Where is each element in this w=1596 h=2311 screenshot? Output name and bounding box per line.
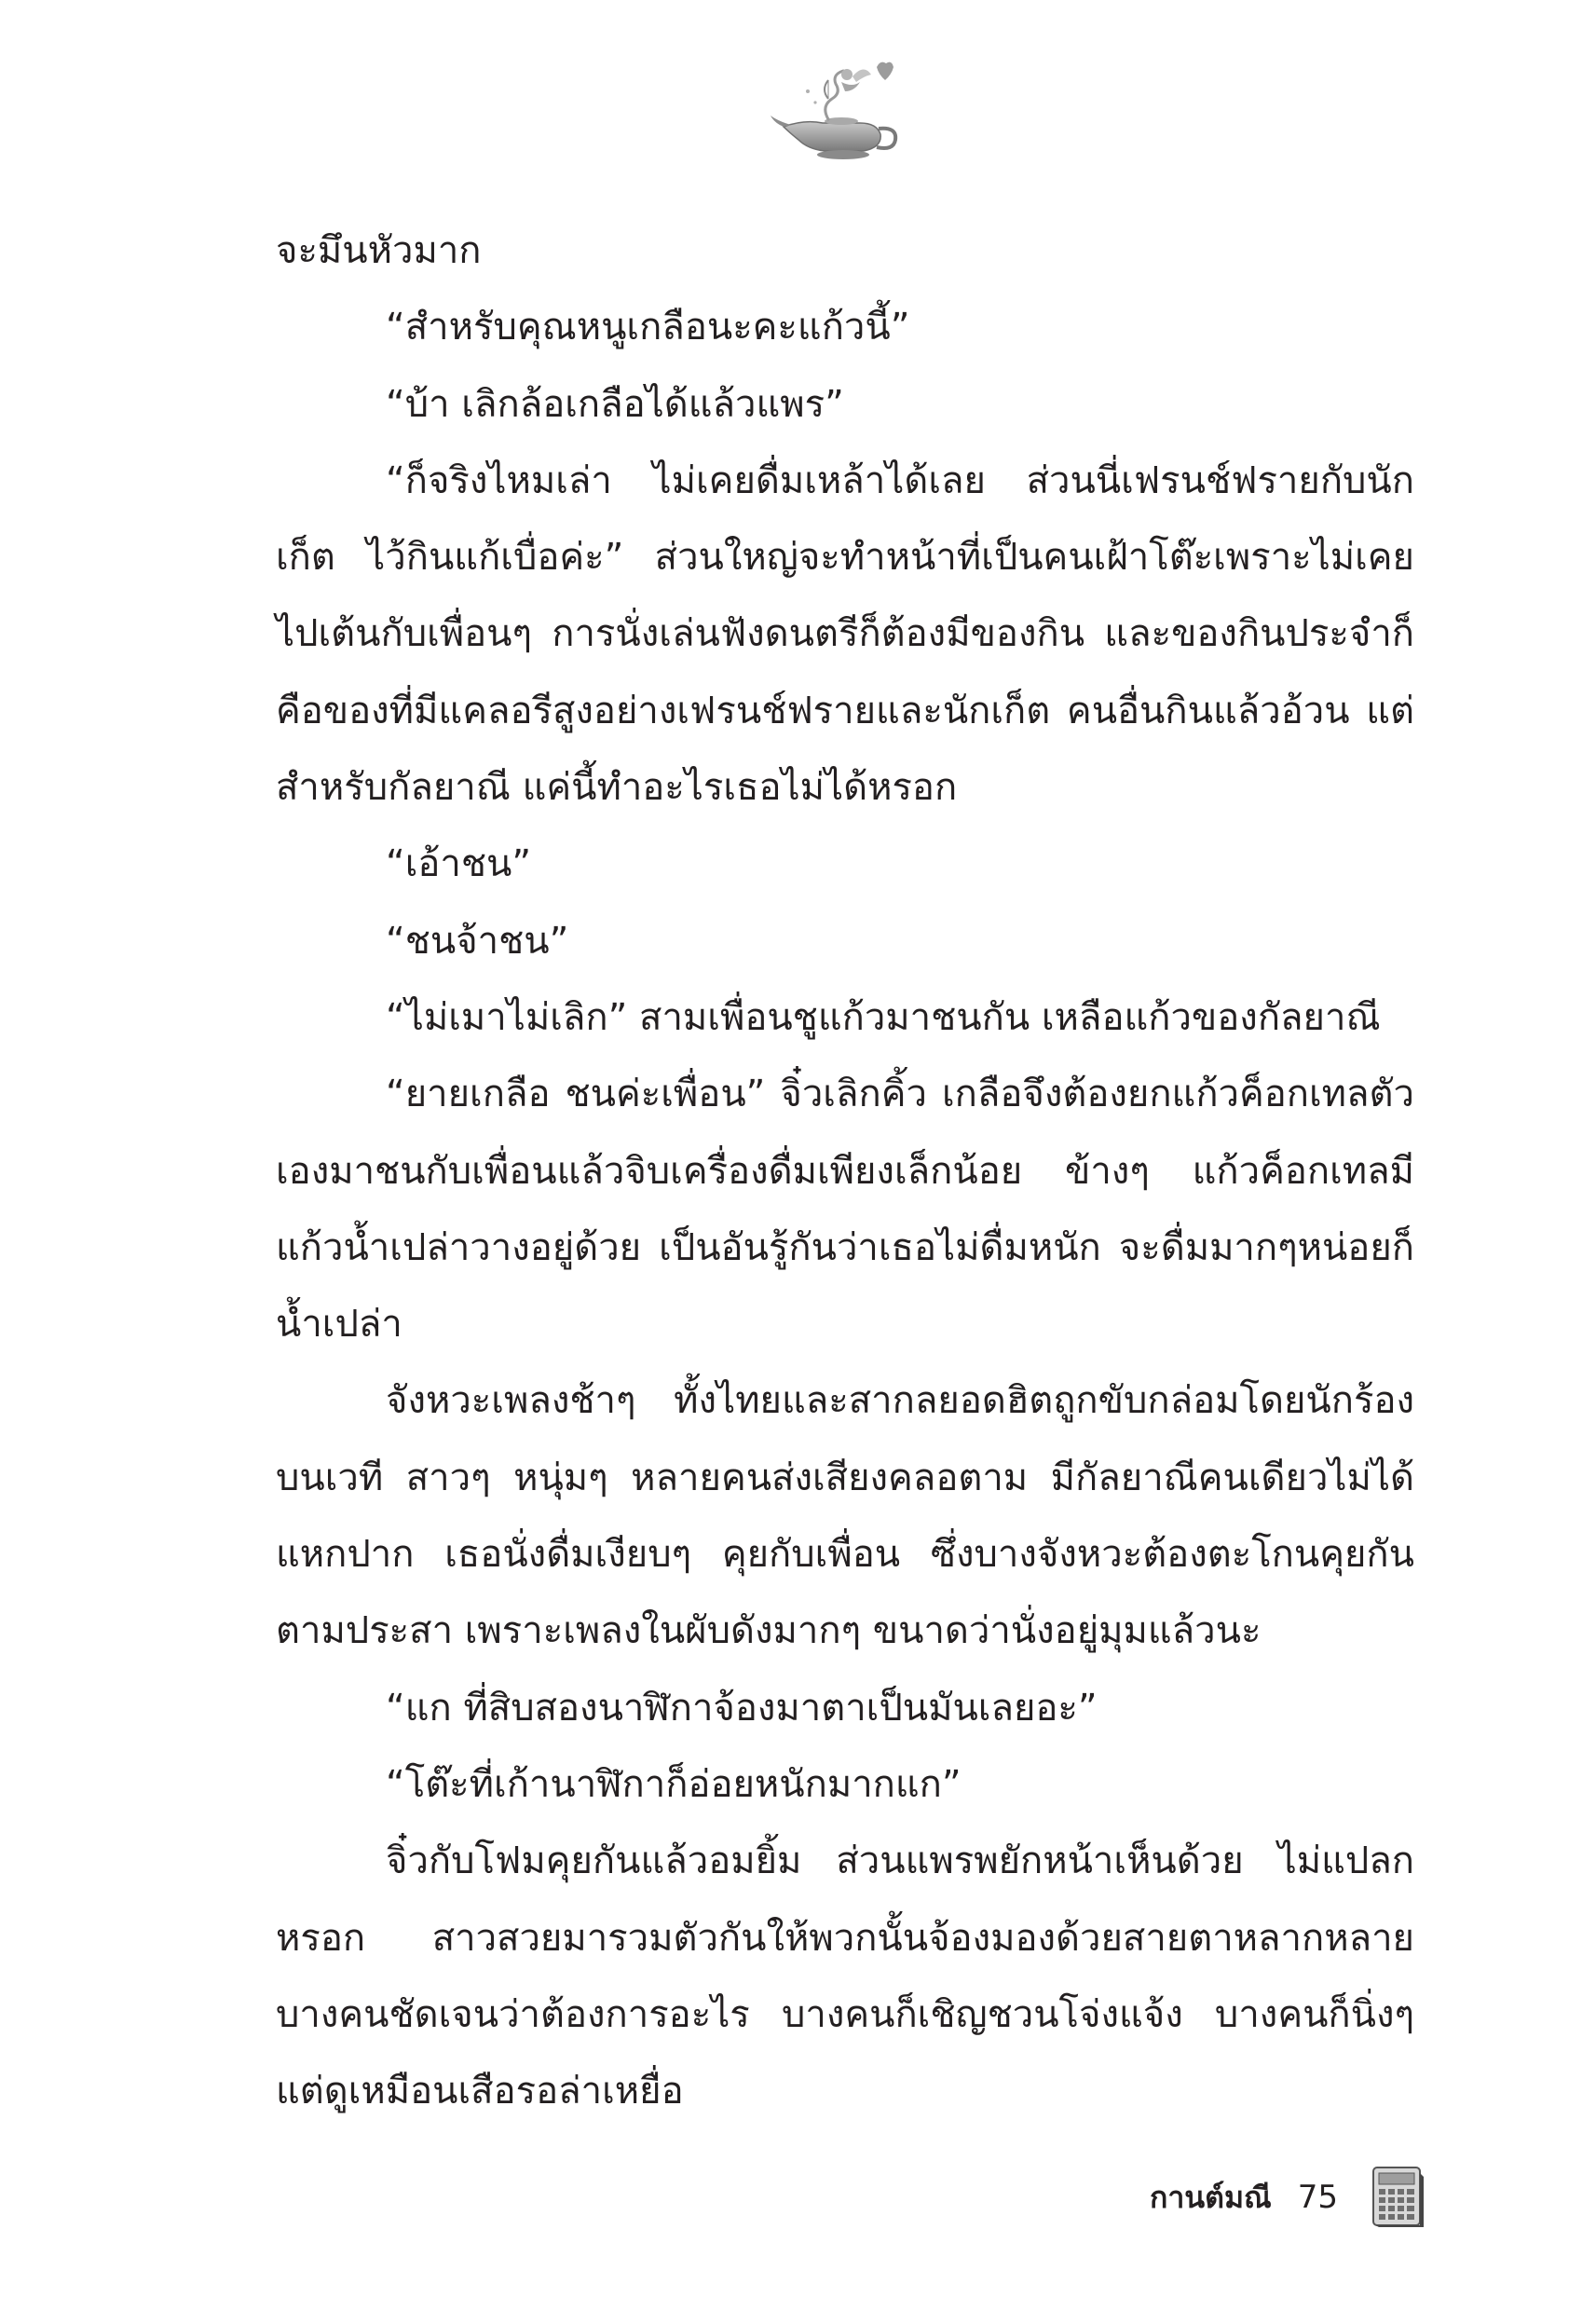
paragraph: “เอ้าชน”: [386, 842, 532, 886]
body-text: [276, 212, 1414, 2129]
paragraph: จะมึนหัวมาก: [276, 229, 482, 272]
paragraph: “ไม่เมาไม่เลิก” สามเพื่อนชูแก้วมาชนกัน เหลือแก้วของกัลยาณี: [386, 995, 1381, 1039]
page-footer: [1109, 2160, 1425, 2235]
paragraph: จังหวะเพลงช้าๆ ทั้งไทยและสากลยอดฮิตถูกขับกล่อมโดยนักร้องบนเวที สาวๆ หนุ่มๆ หลายคนส่งเสียงคลอตาม มีกัลยาณีคนเดียวไม่ได้แหกปาก เธอนั่งดื่มเงียบๆ คุยกับเพื่อน ซึ่งบางจังหวะต้องตะโกนคุยกันตามประสา เพราะเพลงในผับดังมากๆ ขนาดว่านั่งอยู่มุมแล้วนะ: [276, 1379, 1414, 1653]
paragraph: “บ้า เลิกล้อเกลือได้แล้วแพร”: [386, 382, 844, 426]
page-number: 75: [1297, 2179, 1338, 2216]
paragraph: “สำหรับคุณหนูเกลือนะคะแก้วนี้”: [386, 306, 910, 349]
paragraph: “ยายเกลือ ชนค่ะเพื่อน” จิ๋วเลิกคิ้ว เกลือจึงต้องยกแก้วค็อกเทลตัวเองมาชนกับเพื่อนแล้วจิบเครื่องดื่มเพียงเล็กน้อย ข้างๆ แก้วค็อกเทลมีแก้วน้ำเปล่าวางอยู่ด้วย เป็นอันรู้กันว่าเธอไม่ดื่มหนัก จะดื่มมากๆหน่อยก็น้ำเปล่า: [276, 1073, 1414, 1347]
paragraph: “ก็จริงไหมเล่า ไม่เคยดื่มเหล้าได้เลย ส่วนนี่เฟรนช์ฟรายกับนักเก็ต ไว้กินแก้เบื่อค่ะ” ส่วนใหญ่จะทำหน้าที่เป็นคนเฝ้าโต๊ะเพราะไม่เคยไปเต้นกับเพื่อนๆ การนั่งเล่นฟังดนตรีก็ต้องมีของกิน และของกินประจำก็คือของที่มีแคลอรีสูงอย่างเฟรนช์ฟรายและนักเก็ต คนอื่นกินแล้วอ้วน แต่สำหรับกัลยาณี แค่นี้ทำอะไรเธอไม่ได้หรอก: [276, 458, 1414, 810]
paragraph: “ชนจ้าชน”: [386, 919, 569, 963]
paragraph: “แก ที่สิบสองนาฬิกาจ้องมาตาเป็นมันเลยอะ”: [386, 1686, 1098, 1730]
calculator-icon: [1370, 2166, 1425, 2229]
paragraph: จิ๋วกับโฟมคุยกันแล้วอมยิ้ม ส่วนแพรพยักหน้าเห็นด้วย ไม่แปลกหรอก สาวสวยมารวมตัวกันให้พวกนั้นจ้องมองด้วยสายตาหลากหลายบางคนชัดเจนว่าต้องการอะไร บางคนก็เชิญชวนโจ่งแจ้ง บางคนก็นิ่งๆแต่ดูเหมือนเสือรอล่าเหยื่อ: [276, 1839, 1414, 2113]
paragraph: “โต๊ะที่เก้านาฬิกาก็อ่อยหนักมากแก”: [386, 1762, 962, 1806]
book-title: กานต์มณี: [1149, 2179, 1272, 2215]
genie-lamp-cupid-icon: [767, 54, 907, 166]
